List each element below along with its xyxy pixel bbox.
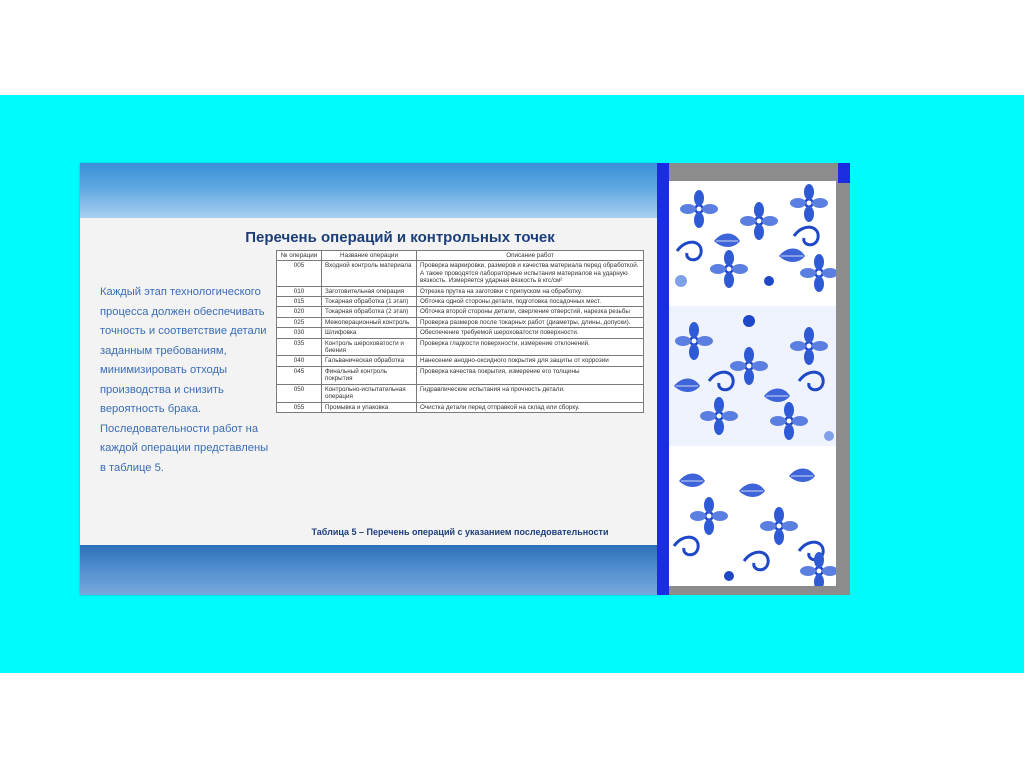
operation-description: Обточка одной стороны детали, подготовка посадочных мест. xyxy=(417,297,644,307)
operation-description: Нанесение анодно-оксидного покрытия для защиты от коррозии xyxy=(417,356,644,366)
operation-description: Гидравлические испытания на прочность детали. xyxy=(417,384,644,402)
table-caption: Таблица 5 – Перечень операций с указанием последовательности xyxy=(311,527,609,537)
table-row xyxy=(277,328,644,338)
slide-card xyxy=(80,163,658,595)
operation-number: 005 xyxy=(277,261,322,286)
operation-number: 045 xyxy=(277,366,322,384)
operation-description: Проверка маркировки, размеров и качества материала перед обработкой. А также проводятся лабораторные испытания материалов на ударную вязкость. Измеряется ударная вязкость в кгс/см² xyxy=(417,261,644,286)
operation-name: Контроль шероховатости и биения xyxy=(322,338,417,356)
operation-description: Проверка размеров после токарных работ (диаметры, длины, допуски). xyxy=(417,317,644,327)
operation-number: 050 xyxy=(277,384,322,402)
table-row xyxy=(277,402,644,412)
operation-number: 010 xyxy=(277,286,322,296)
operation-number: 020 xyxy=(277,307,322,317)
operation-name: Заготовительная операция xyxy=(322,286,417,296)
slide-title: Перечень операций и контрольных точек xyxy=(245,229,555,246)
operation-description: Проверка гладкости поверхности, измерение отклонений. xyxy=(417,338,644,356)
slide-footer-gradient xyxy=(80,545,658,595)
table-row xyxy=(277,384,644,402)
ornament-band-3 xyxy=(669,461,836,586)
operation-number: 055 xyxy=(277,402,322,412)
ornament-band-2 xyxy=(669,306,836,446)
frame-blue-cap xyxy=(838,163,850,183)
header-work-description: Описание работ xyxy=(417,251,644,261)
operation-number: 040 xyxy=(277,356,322,366)
operation-name: Финальный контроль покрытия xyxy=(322,366,417,384)
operation-number: 025 xyxy=(277,317,322,327)
header-operation-number: № операции xyxy=(277,251,322,261)
operation-number: 015 xyxy=(277,297,322,307)
operation-name: Токарная обработка (1 этап) xyxy=(322,297,417,307)
table-header-row xyxy=(277,251,644,261)
gzhel-ornament-image xyxy=(669,181,836,586)
operation-description: Очистка детали перед отправкой на склад или сборку. xyxy=(417,402,644,412)
operation-name: Межоперационный контроль xyxy=(322,317,417,327)
operation-number: 035 xyxy=(277,338,322,356)
table-row xyxy=(277,338,644,356)
table-row xyxy=(277,297,644,307)
table-row xyxy=(277,261,644,286)
operation-description: Обеспечение требуемой шероховатости поверхности. xyxy=(417,328,644,338)
operation-description: Отрезка прутка на заготовки с припуском на обработку. xyxy=(417,286,644,296)
operations-table xyxy=(276,250,644,413)
table-row xyxy=(277,366,644,384)
slide-header-gradient xyxy=(80,163,658,218)
table-row xyxy=(277,317,644,327)
operation-name: Контрольно-испытательная операция xyxy=(322,384,417,402)
operation-name: Входной контроль материала xyxy=(322,261,417,286)
table-row xyxy=(277,286,644,296)
intro-text: Каждый этап технологического процесса должен обеспечивать точность и соответствие детали заданным требованиям, минимизировать отходы производства и снизить вероятность брака. Последовательности работ на каждой операции представлены в таблице 5. xyxy=(100,286,269,474)
operation-name: Промывка и упаковка xyxy=(322,402,417,412)
operation-name: Гальваническая обработка xyxy=(322,356,417,366)
frame-blue-bar xyxy=(657,163,669,595)
table-row xyxy=(277,307,644,317)
operation-description: Обточка второй стороны детали, сверление отверстий, нарезка резьбы xyxy=(417,307,644,317)
operation-description: Проверка качества покрытия, измерение его толщины xyxy=(417,366,644,384)
ornament-band-1 xyxy=(669,181,836,292)
operation-name: Шлифовка xyxy=(322,328,417,338)
header-operation-name: Название операции xyxy=(322,251,417,261)
operation-number: 030 xyxy=(277,328,322,338)
operation-name: Токарная обработка (2 этап) xyxy=(322,307,417,317)
table-row xyxy=(277,356,644,366)
gzhel-ornament-svg xyxy=(669,181,836,586)
